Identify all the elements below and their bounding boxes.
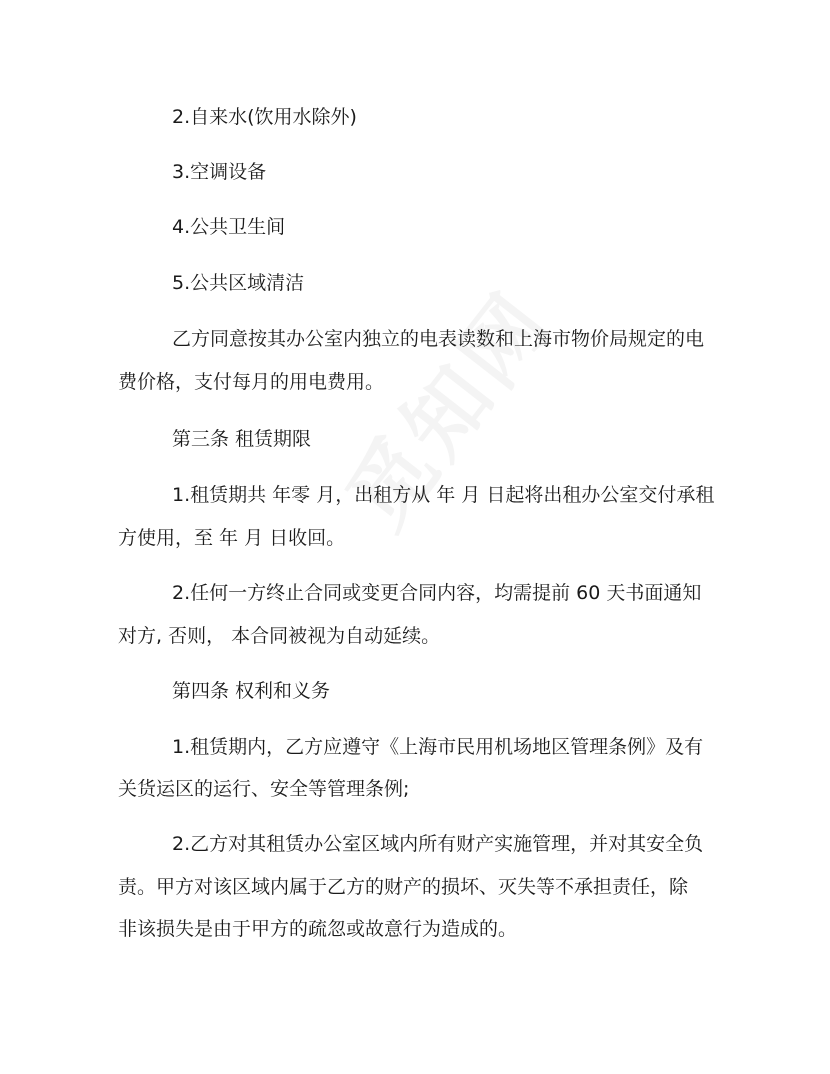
paragraph-line: 2.任何一方终止合同或变更合同内容，均需提前 60 天书面通知 (172, 582, 702, 604)
paragraph-line: 非该损失是由于甲方的疏忽或故意行为造成的。 (118, 918, 518, 940)
paragraph-line: 2.自来水(饮用水除外) (172, 106, 357, 128)
paragraph-line: 责。甲方对该区域内属于乙方的财产的损坏、灭失等不承担责任，除 (118, 876, 689, 898)
paragraph-line: 3.空调设备 (172, 161, 267, 183)
paragraph-line: 1.租赁期共 年零 月，出租方从 年 月 日起将出租办公室交付承租 (172, 484, 715, 506)
paragraph-line: 对方, 否则， 本合同被视为自动延续。 (118, 625, 441, 647)
section-heading: 第四条 权利和义务 (172, 680, 331, 702)
paragraph-line: 2.乙方对其租赁办公室区域内所有财产实施管理，并对其安全负 (172, 833, 704, 855)
paragraph-line: 1.租赁期内，乙方应遵守《上海市民用机场地区管理条例》及有 (172, 736, 704, 758)
paragraph-line: 费价格，支付每月的用电费用。 (118, 371, 385, 393)
paragraph-line: 方使用，至 年 月 日收回。 (118, 527, 346, 549)
section-heading: 第三条 租赁期限 (172, 428, 312, 450)
paragraph-line: 5.公共区域清洁 (172, 272, 305, 294)
paragraph-line: 4.公共卫生间 (172, 216, 286, 238)
paragraph-line: 关货运区的运行、安全等管理条例; (118, 778, 410, 800)
paragraph-line: 乙方同意按其办公室内独立的电表读数和上海市物价局规定的电 (172, 328, 705, 350)
